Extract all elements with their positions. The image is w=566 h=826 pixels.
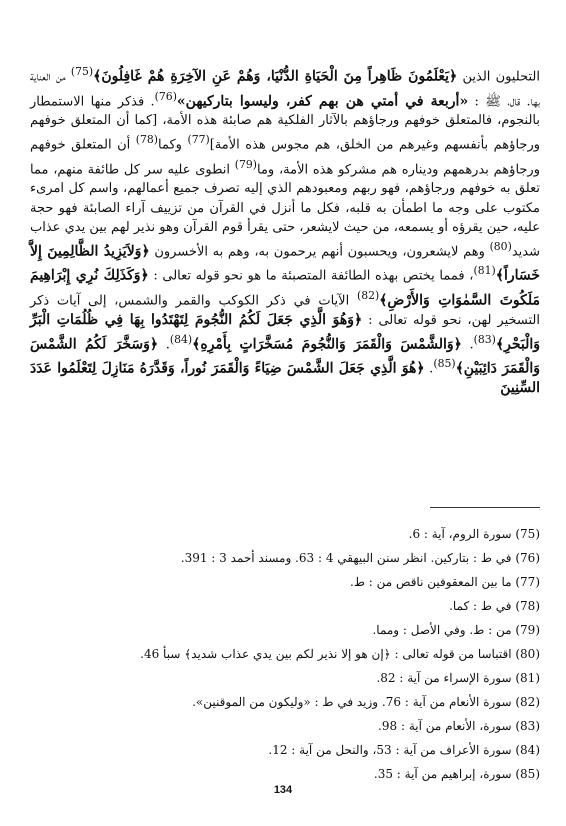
footnote-ref: (84)	[169, 332, 193, 346]
footnote: (75) سورة الروم، آية : 6.	[408, 527, 540, 541]
quran-verse: ﴿يَعْلَمُونَ ظَاهِراً مِنَ الْحَيَاةِ الدُّنْيَا، وَهُمْ عَنِ الآخِرَةِ هُمْ غَافِلُونَ﴾	[93, 68, 458, 85]
footnote-ref: (83)	[473, 332, 496, 346]
quran-verse: ﴿وَكَذَلِكَ نُرِي إِبْرَاهِيمَ مَلَكُوتَ السَّمٰوَاتِ وَالأَرْضِ﴾	[30, 267, 541, 309]
quran-verse: ﴿وَهُوَ الَّذِي جَعَلَ لَكُمُ النُّجُومَ لِتَهْتَدُوا بِهَا فِي ظُلُمَاتِ الْبَرِّ وَالْبَحْرِ﴾	[30, 311, 541, 353]
quran-verse: ﴿وَالشَّمْسَ وَالْقَمَرَ وَالنُّجُومَ مُسَخَّرَاتٍ بِأَمْرِهِ﴾	[192, 336, 462, 353]
text-run: .	[158, 337, 170, 353]
paragraph	[30, 62, 540, 398]
text-run: . فذكر منها الاستمطار بالنجوم، فالمتعلق خوفهم ورجاؤهم بالآثار الفلكية هم صابئة هذه الأمة، [كما أن المتعلق خوفهم ورجاؤهم بأنفسهم وغيرهم من الخلق، هم مجوس هذه الأمة]	[30, 93, 540, 153]
text-run: الآيات في ذكر الكوكب والقمر والشمس، إلى آيات ذكر التسخير لهن، نحو قوله تعالى :	[30, 293, 540, 328]
footnote-ref: (75)	[70, 65, 94, 78]
footnote: (84) سورة الأعراف من آية : 53، والنحل من آية : 12.	[268, 743, 540, 757]
text-run: ، فمما يختص بهذه الطائفة المتصبئة ما هو نحو قوله تعالى :	[148, 268, 474, 284]
footnote-ref: (85)	[433, 357, 456, 371]
quran-verse: ﴿هُوَ الَّذِي جَعَلَ الشَّمْسَ ضِيَاءً وَالْقَمَرَ نُوراً، وَقَدَّرَهُ مَنَازِلَ لِتَعْلَمُوا عَدَدَ السِّنِينَ	[30, 360, 540, 396]
footnote: (82) سورة الأنعام من آية : 76. وزيد في ط : «وليكون من الموقنين».	[192, 695, 540, 709]
quran-verse: ﴿وَلاَيَزِيدُ الظَّالِمِينَ إِلاَّ خَسَاراً﴾	[30, 243, 540, 284]
text-run: .	[461, 337, 474, 353]
text-run: من العناية بها. قال، ﷺ :	[30, 69, 540, 109]
footnote-ref: (76)	[154, 89, 177, 103]
text-run: وكما	[158, 137, 188, 153]
quran-verse: ﴿وَسَخَّرَ لَكُمُ الشَّمْسَ وَالْقَمَرَ دَائِبَيْنِ﴾	[30, 336, 541, 377]
footnote-ref: (78)	[135, 133, 158, 147]
footnote-ref: (82)	[356, 289, 380, 302]
footnote-ref: (79)	[234, 157, 257, 171]
footnote: (83) سورة، الأنعام من آية : 98.	[378, 719, 540, 733]
text-run: .	[424, 361, 434, 377]
footnote: (76) في ط : بتاركين. انظر سنن البيهقي 4 : 63. ومسند أحمد 3 : 391.	[180, 551, 540, 565]
footnote: (78) في ط : كما.	[449, 599, 540, 613]
footnote: (77) ما بين المعقوفين ناقص من : ط.	[350, 575, 540, 589]
footnote-separator	[430, 507, 540, 508]
main-text	[30, 62, 540, 398]
hadith-quote: «أربعة في أمتي هن بهم كفر، وليسوا بتاركيهن»	[176, 92, 469, 109]
footnote: (85) سورة، إبراهيم من آية : 35.	[373, 767, 540, 781]
footnote: (81) سورة الإسراء من آية : 82.	[376, 671, 540, 685]
footnote: (79) من : ط. وفي الأصل : ومما.	[372, 623, 540, 637]
footnote-ref: (80)	[489, 239, 512, 253]
text-run: أن المتعلق خوفهم ورجاؤهم بدرهمهم وديناره هم مشركو هذه الأمة، وما	[30, 137, 540, 178]
footnote-ref: (77)	[187, 133, 210, 147]
page-number: 134	[273, 784, 293, 796]
text-run: انطوى عليه سر كل طائفة منهم، مما تعلق به خوفهم ورجاؤهم، فهو ربهم ومعبودهم الذي إليه تصرف جميع أعمالهم، واسم كل امرىء مكتوب على وجه ما اطمأن به قلبه، فكل ما أنزل في القرآن من تزييف آراء الصابئة فهو حجة عليه، حين يقرؤه أو يسمعه، من حيث لايشعر، حتى يقرأ قوم القرآن وهو نذير لهم بين يدي عذاب شديد	[30, 162, 540, 260]
text-run: وهم لايشعرون، ويحسبون أنهم يرحمون به، وهم به الأخسرون	[149, 244, 490, 260]
footnote: (80) اقتباسا من قوله تعالى : ﴿إن هو إلا نذير لكم بين يدي عذاب شديد﴾ سبأ 46.	[140, 647, 540, 661]
footnote-ref: (81)	[473, 264, 496, 278]
footnotes	[40, 522, 540, 786]
text-run: التحليون الذين	[457, 69, 540, 85]
